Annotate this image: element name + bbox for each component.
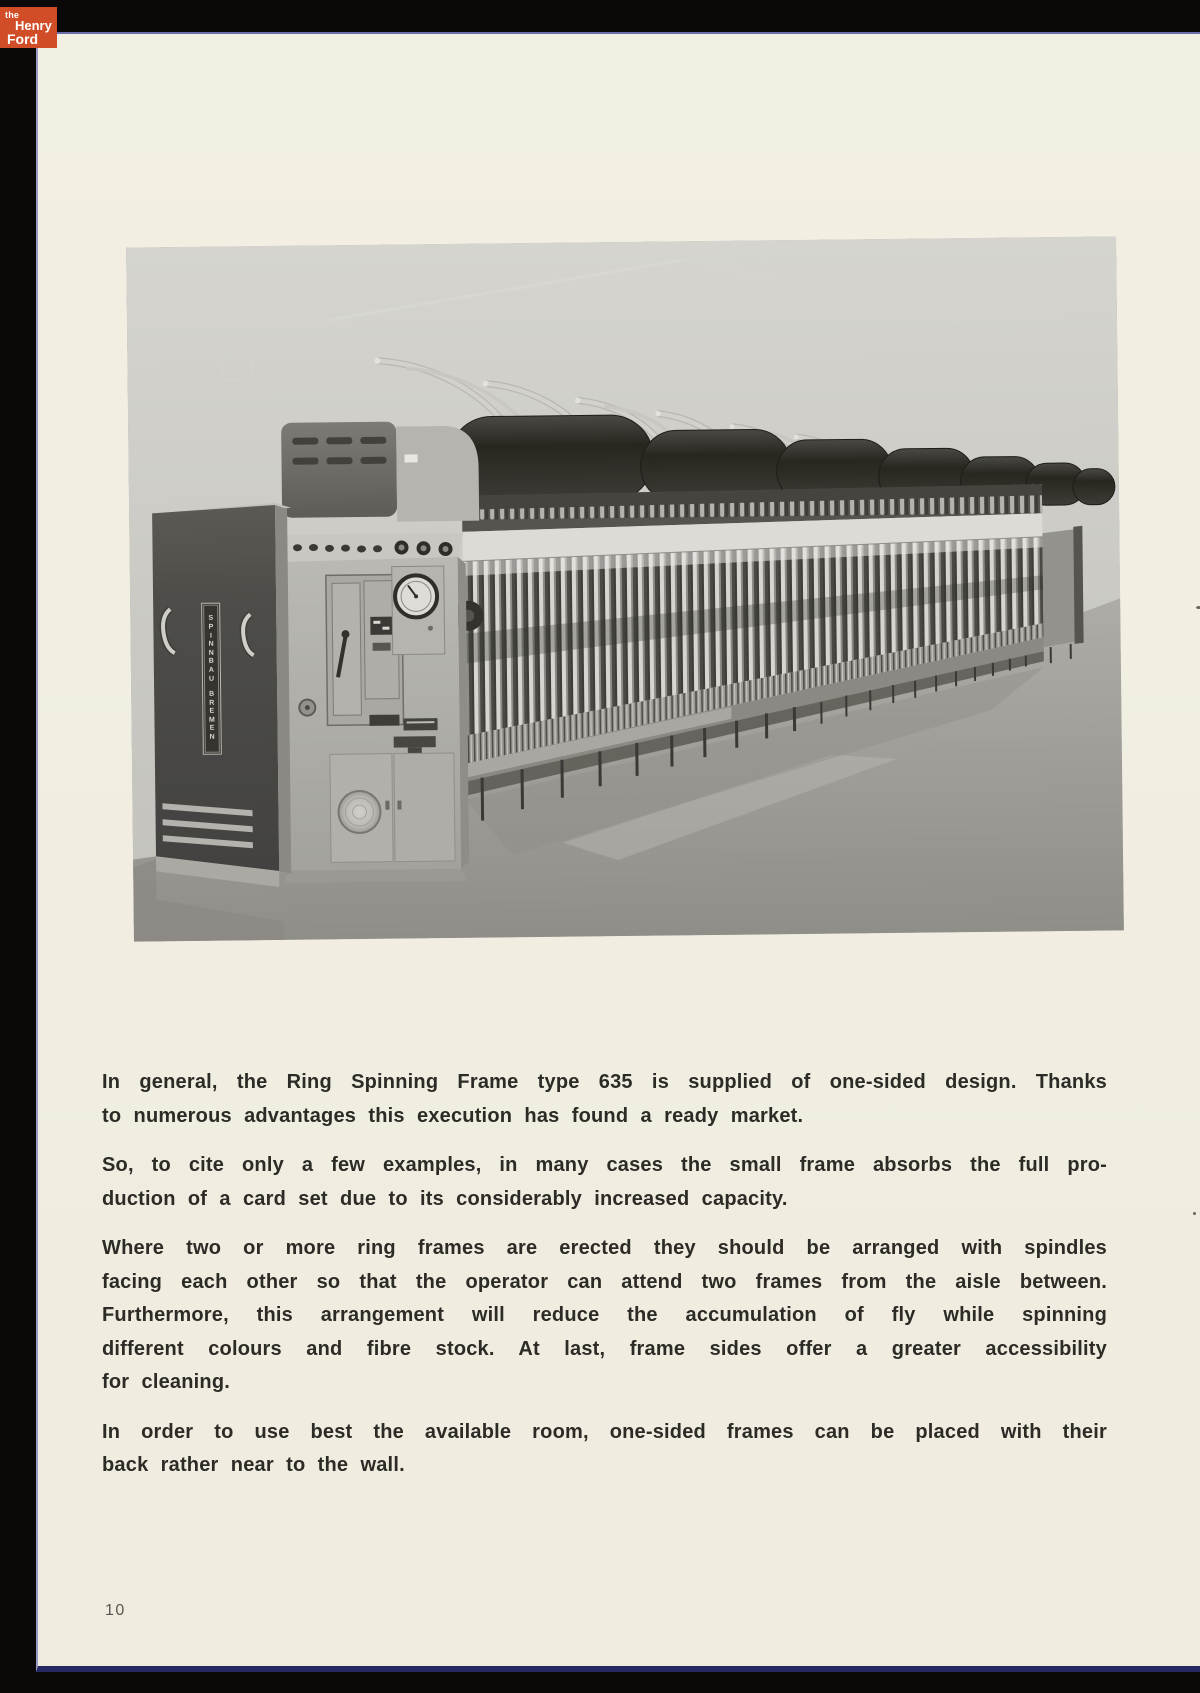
text-line: Furthermore, this arrangement will reduce the accumulation of fly while spinning bbox=[102, 1304, 1107, 1326]
text-line: Where two or more ring frames are erected they should be arranged with spindles bbox=[102, 1237, 1107, 1259]
body-text bbox=[102, 1050, 1107, 1499]
text-line: different colours and fibre stock. At last, frame sides offer a greater accessibility bbox=[102, 1337, 1107, 1360]
text-line: back rather near to the wall. bbox=[102, 1454, 405, 1476]
text-line: In general, the Ring Spinning Frame type 635 is supplied of one-sided design. Thanks bbox=[102, 1071, 1107, 1093]
logo-text-henry: Henry bbox=[15, 18, 52, 33]
logo-text-the: the bbox=[5, 10, 20, 20]
text-line: In order to use best the available room, one-sided frames can be placed with their bbox=[102, 1420, 1107, 1443]
text-line: facing each other so that the operator can attend two frames from the aisle between. bbox=[102, 1270, 1107, 1293]
fan-disc bbox=[338, 791, 380, 833]
text-line: to numerous advantages this execution has found a ready market. bbox=[102, 1104, 804, 1127]
pressure-gauge bbox=[392, 566, 445, 655]
paper-speck bbox=[1196, 606, 1200, 609]
cabinet-doors bbox=[330, 753, 455, 862]
henry-ford-logo bbox=[0, 7, 57, 48]
logo-text-ford: Ford bbox=[7, 31, 39, 47]
control-panel bbox=[279, 533, 469, 883]
scanned-page bbox=[36, 32, 1200, 1672]
text-line: duction of a card set due to its considerably increased capacity. bbox=[102, 1187, 788, 1210]
paper-speck bbox=[1193, 1212, 1196, 1215]
page-number: 10 bbox=[105, 1602, 126, 1619]
headstock bbox=[281, 421, 479, 523]
machine-photo-art bbox=[126, 236, 1124, 941]
text-line: for cleaning. bbox=[102, 1371, 231, 1393]
end-frame bbox=[1042, 526, 1084, 663]
text-line: So, to cite only a few examples, in many cases the small frame absorbs the full pro- bbox=[102, 1154, 1107, 1176]
cabinet-louvers bbox=[162, 802, 253, 849]
machine-nameplate: S P I N N B A U B R E M E N bbox=[201, 603, 222, 755]
machine-photo bbox=[126, 236, 1124, 941]
creel-bracket bbox=[396, 426, 479, 522]
